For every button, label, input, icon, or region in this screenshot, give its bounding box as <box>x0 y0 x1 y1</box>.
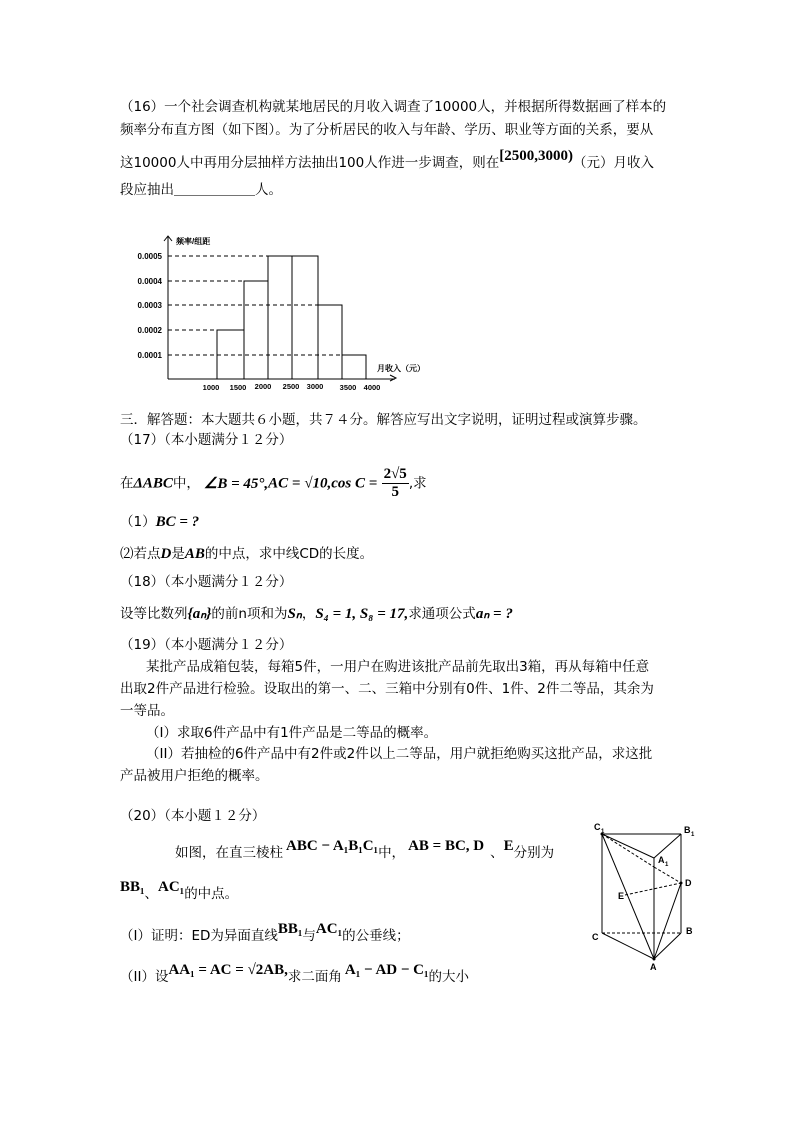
x-tick-2000: 2000 <box>254 382 272 391</box>
q17-text-end: ,求 <box>408 475 427 492</box>
q20-p1-b: 与 <box>302 928 316 944</box>
q16-interval: [2500,3000) <box>499 148 573 164</box>
q17-frac-num: 2√5 <box>383 466 407 482</box>
label-c1-sub: 1 <box>601 829 605 835</box>
q20-ab-eq-bc: AB = BC, D <box>408 838 485 854</box>
label-b: B <box>686 926 693 936</box>
y-tick-0.0002: 0.0002 <box>137 326 162 335</box>
x-tick-1500: 1500 <box>229 383 247 392</box>
q17-statement <box>120 466 427 502</box>
y-tick-0.0003: 0.0003 <box>137 301 162 310</box>
q20-p1-a: （I）证明：ED为异面直线 <box>120 928 278 944</box>
q17-part1-math: BC = ? <box>155 514 200 530</box>
q17-cosc: cos C = <box>331 475 378 492</box>
label-e: E <box>618 891 625 901</box>
q20-l1-c: 、 <box>490 845 504 861</box>
frequency-histogram <box>110 225 440 400</box>
q17-part1 <box>120 514 199 530</box>
q20-line-2 <box>120 879 239 902</box>
q19-para-1: 某批产品成箱包装，每箱5件，一用户在购进该批产品前先取出3箱，再从每箱中任意 <box>146 659 650 675</box>
q16-line-2: 频率分布直方图（如下图）。为了分析居民的收入与年龄、学历、职业等方面的关系，要从 <box>120 122 654 138</box>
label-a: A <box>650 962 657 972</box>
q18-text-c: ， <box>301 606 316 622</box>
q17-part2 <box>120 546 373 562</box>
q18-sn: Sₙ <box>287 606 302 622</box>
q18-text-a: 设等比数列 <box>120 606 188 622</box>
q20-bb1: BB₁ <box>120 879 145 895</box>
x-axis-label: 月收入（元） <box>377 364 425 373</box>
label-b1: B <box>684 825 691 835</box>
q18-statement <box>120 606 513 622</box>
q19-part-2a: （II）若抽检的6件产品中有2件或2件以上二等品，用户就拒绝购买这批产品，求这批 <box>146 746 653 762</box>
q20-prism: ABC − A₁B₁C₁ <box>286 838 379 854</box>
x-tick-1000: 1000 <box>202 383 220 392</box>
q20-point-e: E <box>503 838 514 854</box>
x-tick-3000: 3000 <box>306 382 324 391</box>
y-tick-0.0001: 0.0001 <box>137 351 162 360</box>
q17-segment-ab: AB <box>184 546 205 562</box>
section3-heading: 三．解答题：本大题共６小题，共７４分。解答应写出文字说明，证明过程或演算步骤。 <box>120 412 647 428</box>
q20-l1-a: 如图，在直三棱柱 <box>175 845 283 861</box>
q17-header: （17）（本小题满分１２分） <box>120 432 293 448</box>
label-c: C <box>592 932 599 942</box>
q20-p2-cond: AA₁ = AC = √2AB, <box>168 962 288 978</box>
q17-text-a: 在 <box>120 475 134 492</box>
q19-part-2b: 产品被用户拒绝的概率。 <box>120 768 269 784</box>
q16-line-4: 段应抽出＿＿＿＿＿＿人。 <box>120 182 282 198</box>
q20-p2-a: （II）设 <box>120 969 169 985</box>
y-tick-0.0004: 0.0004 <box>137 277 162 286</box>
q19-part-1: （I）求取6件产品中有1件产品是二等品的概率。 <box>146 725 438 741</box>
q17-point-d: D <box>160 546 172 562</box>
q19-header: （19）（本小题满分１２分） <box>120 637 293 653</box>
x-tick-4000: 4000 <box>363 383 381 392</box>
q20-p1-bb1: BB₁ <box>277 921 303 937</box>
label-d: D <box>685 878 692 888</box>
q16-line-3b: （元）月收入 <box>572 155 654 171</box>
q17-fraction <box>382 466 409 501</box>
q20-l2-b: 的中点。 <box>184 886 239 902</box>
q20-line-1 <box>175 838 555 861</box>
q18-text-d: 求通项公式 <box>408 606 476 622</box>
q20-l1-d: 分别为 <box>513 845 555 861</box>
prism-figure <box>580 810 710 985</box>
q16-line-1: （16）一个社会调查机构就某地居民的月收入调查了10000人，并根据所得数据画了样本的 <box>120 99 667 115</box>
x-tick-2500: 2500 <box>282 382 300 391</box>
q16-line-3 <box>120 148 654 171</box>
q20-l1-b: 中， <box>378 845 406 861</box>
x-tick-3500: 3500 <box>339 383 357 392</box>
q20-p1-ac1: AC₁ <box>315 921 343 937</box>
q20-p1-c: 的公垂线； <box>342 928 410 944</box>
q18-text-b: 的前n项和为 <box>211 606 288 622</box>
q17-part2-b: 是 <box>171 546 185 562</box>
label-c1: C <box>594 822 601 832</box>
q20-l2-a: 、 <box>144 886 159 902</box>
q19-para-2: 出取2件产品进行检验。设取出的第一、二、三箱中分别有0件、1件、2件二等品，其余为 <box>120 681 654 697</box>
q17-part1-label: （1） <box>120 514 156 530</box>
q17-part2-a: ⑵若点 <box>120 546 161 562</box>
q18-condition: S₄ = 1, S₈ = 17, <box>315 606 409 622</box>
q20-header: （20）（本小题１２分） <box>120 808 266 824</box>
q20-part-1 <box>120 921 410 944</box>
y-tick-0.0005: 0.0005 <box>137 252 162 261</box>
q20-part-2 <box>120 962 469 985</box>
q17-frac-den: 5 <box>391 484 399 500</box>
y-axis-label: 频率/组距 <box>176 237 211 246</box>
q20-p2-c: 的大小 <box>428 969 469 985</box>
q18-ask: aₙ = ? <box>475 606 513 622</box>
q17-text-b: 中， <box>172 475 200 492</box>
q16-line-3a: 这10000人中再用分层抽样方法抽出100人作进一步调查，则在 <box>120 155 500 171</box>
q17-part2-c: 的中点，求中线CD的长度。 <box>204 546 374 562</box>
label-a1: A <box>658 855 665 865</box>
q20-ac1: AC₁ <box>158 879 185 895</box>
q18-header: （18）（本小题满分１２分） <box>120 574 293 590</box>
q20-p2-angle: A₁ − AD − C₁ <box>344 962 429 978</box>
q17-ac: AC = √10, <box>268 475 332 492</box>
label-b1-sub: 1 <box>691 832 695 838</box>
label-a1-sub: 1 <box>665 862 669 868</box>
q20-p2-b: 求二面角 <box>287 969 342 985</box>
q17-triangle: ΔABC <box>133 475 173 492</box>
q18-sequence: {aₙ} <box>187 606 212 622</box>
q17-angle-b: ∠B = 45°, <box>203 475 269 492</box>
q19-para-3: 一等品。 <box>120 703 174 719</box>
